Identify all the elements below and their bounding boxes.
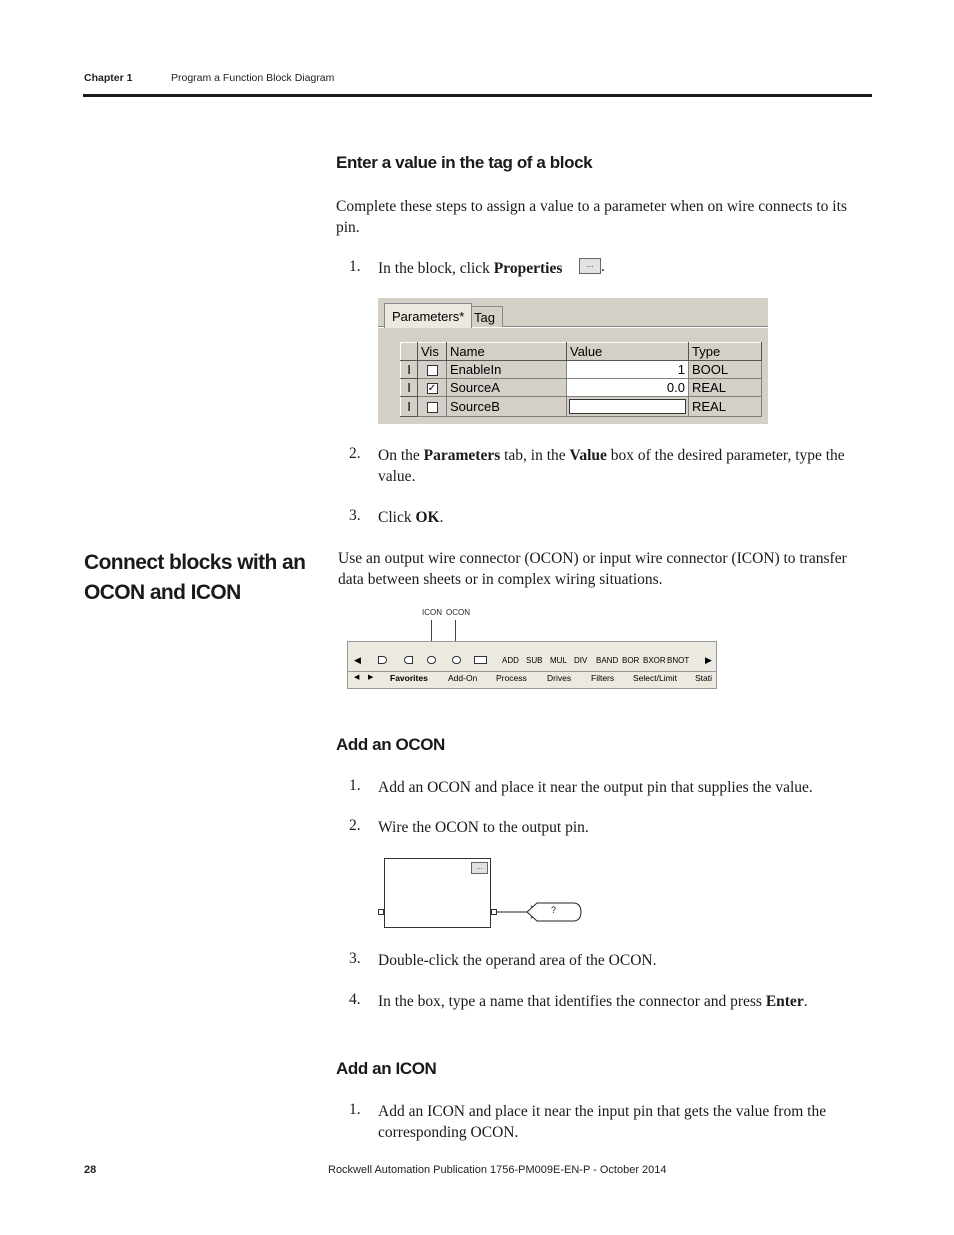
- scroll-left-icon[interactable]: ◀: [354, 655, 361, 665]
- step-text: On the: [378, 447, 424, 464]
- tab-scroll-left-icon[interactable]: ◀: [354, 674, 360, 681]
- block-properties-button[interactable]: ...: [471, 862, 488, 874]
- ocon-wire-svg: [497, 898, 587, 928]
- step-text: .: [803, 993, 808, 1010]
- step-number: 4.: [349, 991, 361, 1008]
- column-header-name[interactable]: Name: [447, 343, 567, 361]
- column-header-vis[interactable]: Vis: [418, 343, 447, 361]
- param-value[interactable]: 1: [567, 361, 689, 379]
- tab-select-limit[interactable]: Select/Limit: [633, 673, 677, 683]
- param-name: SourceB: [447, 397, 567, 417]
- vis-checkbox-cell: [418, 379, 447, 397]
- param-type: REAL: [689, 397, 762, 417]
- param-type: BOOL: [689, 361, 762, 379]
- step-wire-ocon: Wire the OCON to the output pin.: [378, 819, 589, 836]
- publication-info: Rockwell Automation Publication 1756-PM009E-EN-P - October 2014: [328, 1164, 667, 1176]
- toolbar-item-mul[interactable]: MUL: [550, 656, 567, 665]
- param-type: REAL: [689, 379, 762, 397]
- step-properties: [378, 258, 873, 279]
- connect-intro: Use an output wire connector (OCON) or input wire connector (ICON) to transfer data between sheets or in complex wiring situations.: [338, 550, 847, 588]
- step-number: 1.: [349, 1101, 361, 1118]
- table-row: [401, 379, 762, 397]
- step-number: 3.: [349, 507, 361, 524]
- vis-checkbox-cell: [418, 397, 447, 417]
- step-double-click: Double-click the operand area of the OCON.: [378, 952, 657, 969]
- section-heading-add-icon: Add an ICON: [336, 1059, 437, 1078]
- toolbar-item-sub[interactable]: SUB: [526, 656, 543, 665]
- callout-ocon-label: OCON: [446, 608, 470, 617]
- toolbar-item-bor[interactable]: BOR: [622, 656, 640, 665]
- enter-term: Enter: [765, 993, 804, 1010]
- enter-value-intro: Complete these steps to assign a value to a parameter when on wire connects to its pin.: [336, 198, 847, 236]
- step-text: In the block, click: [378, 260, 494, 277]
- step-add-ocon: Add an OCON and place it near the output pin that supplies the value.: [378, 779, 813, 796]
- toolbar-item-bnot[interactable]: BNOT: [667, 656, 690, 665]
- step-text: Click: [378, 509, 416, 526]
- ocon-operand-label[interactable]: ?: [551, 905, 557, 915]
- vis-checkbox[interactable]: [427, 365, 438, 376]
- parameters-dialog: [378, 298, 768, 424]
- value-term: Value: [569, 447, 607, 464]
- tab-drives[interactable]: Drives: [547, 673, 572, 683]
- ok-term: OK: [415, 509, 440, 526]
- step-number: 2.: [349, 817, 361, 834]
- input-pin[interactable]: [378, 909, 384, 915]
- toolbar-item-add[interactable]: ADD: [502, 656, 519, 665]
- table-row: [401, 361, 762, 379]
- vis-checkbox-cell: [418, 361, 447, 379]
- scroll-right-icon[interactable]: ▶: [705, 655, 712, 665]
- step-number: 1.: [349, 258, 361, 275]
- table-row: [401, 397, 762, 417]
- param-value-input[interactable]: [569, 399, 686, 414]
- iref-icon[interactable]: [378, 656, 387, 664]
- heading-line: OCON and ICON: [84, 581, 241, 604]
- oref-icon[interactable]: [404, 656, 413, 664]
- step-period: .: [601, 258, 605, 275]
- step-type-name: [378, 991, 873, 1012]
- param-name: SourceA: [447, 379, 567, 397]
- toolbar-item-band[interactable]: BAND: [596, 656, 619, 665]
- properties-button[interactable]: ...: [579, 258, 601, 274]
- step-number: 3.: [349, 950, 361, 967]
- vis-checkbox[interactable]: [427, 402, 438, 413]
- tab-add-on[interactable]: Add-On: [448, 673, 478, 683]
- ocon-connector-icon[interactable]: [452, 656, 461, 664]
- tab-process[interactable]: Process: [496, 673, 527, 683]
- chapter-title: Program a Function Block Diagram: [171, 72, 335, 84]
- row-marker[interactable]: I: [401, 361, 418, 379]
- table-header-row: [401, 343, 762, 361]
- step-add-icon: Add an ICON and place it near the input pin that gets the value from the corresponding OCON.: [378, 1103, 827, 1141]
- tab-favorites[interactable]: Favorites: [390, 673, 428, 683]
- row-marker[interactable]: I: [401, 397, 418, 417]
- properties-term: Properties: [493, 260, 563, 277]
- toolbar-item-bxor[interactable]: BXOR: [643, 656, 666, 665]
- chapter-label: Chapter 1: [84, 72, 133, 84]
- row-marker[interactable]: I: [401, 379, 418, 397]
- step-text: box of the desired parameter, type the value.: [378, 447, 845, 485]
- step-parameters-tab: [378, 445, 873, 487]
- tab-tag[interactable]: Tag: [466, 306, 503, 327]
- icon-connector-icon[interactable]: [427, 656, 436, 664]
- text-box-icon[interactable]: [474, 656, 487, 664]
- section-heading-connect: [84, 548, 305, 608]
- heading-line: Connect blocks with an: [84, 551, 306, 574]
- fbd-element-toolbar: [347, 641, 717, 689]
- step-text: tab, in the: [500, 447, 570, 464]
- param-name: EnableIn: [447, 361, 567, 379]
- tab-scroll-right-icon[interactable]: ▶: [368, 674, 374, 681]
- column-header-type[interactable]: Type: [689, 343, 762, 361]
- tab-filters[interactable]: Filters: [591, 673, 615, 683]
- vis-checkbox-checked[interactable]: ✓: [427, 383, 437, 395]
- page-number: 28: [84, 1164, 97, 1176]
- tab-parameters[interactable]: Parameters*: [384, 303, 472, 328]
- step-click-ok: [378, 507, 873, 528]
- callout-icon-label: ICON: [422, 608, 442, 617]
- tab-statistical[interactable]: Stati: [695, 673, 713, 683]
- parameters-table: [400, 342, 762, 417]
- section-heading-enter-value: Enter a value in the tag of a block: [336, 153, 593, 172]
- column-header-value[interactable]: Value: [567, 343, 689, 361]
- step-number: 2.: [349, 445, 361, 462]
- row-marker-header: [401, 343, 418, 361]
- toolbar-item-div[interactable]: DIV: [574, 656, 588, 665]
- param-value-cell: [567, 397, 689, 417]
- step-text: In the box, type a name that identifies the connector and press: [378, 993, 766, 1010]
- step-text: .: [439, 509, 444, 526]
- parameters-term: Parameters: [423, 447, 501, 464]
- section-heading-add-ocon: Add an OCON: [336, 735, 445, 754]
- step-number: 1.: [349, 777, 361, 794]
- header-rule: [83, 94, 872, 97]
- param-value[interactable]: 0.0: [567, 379, 689, 397]
